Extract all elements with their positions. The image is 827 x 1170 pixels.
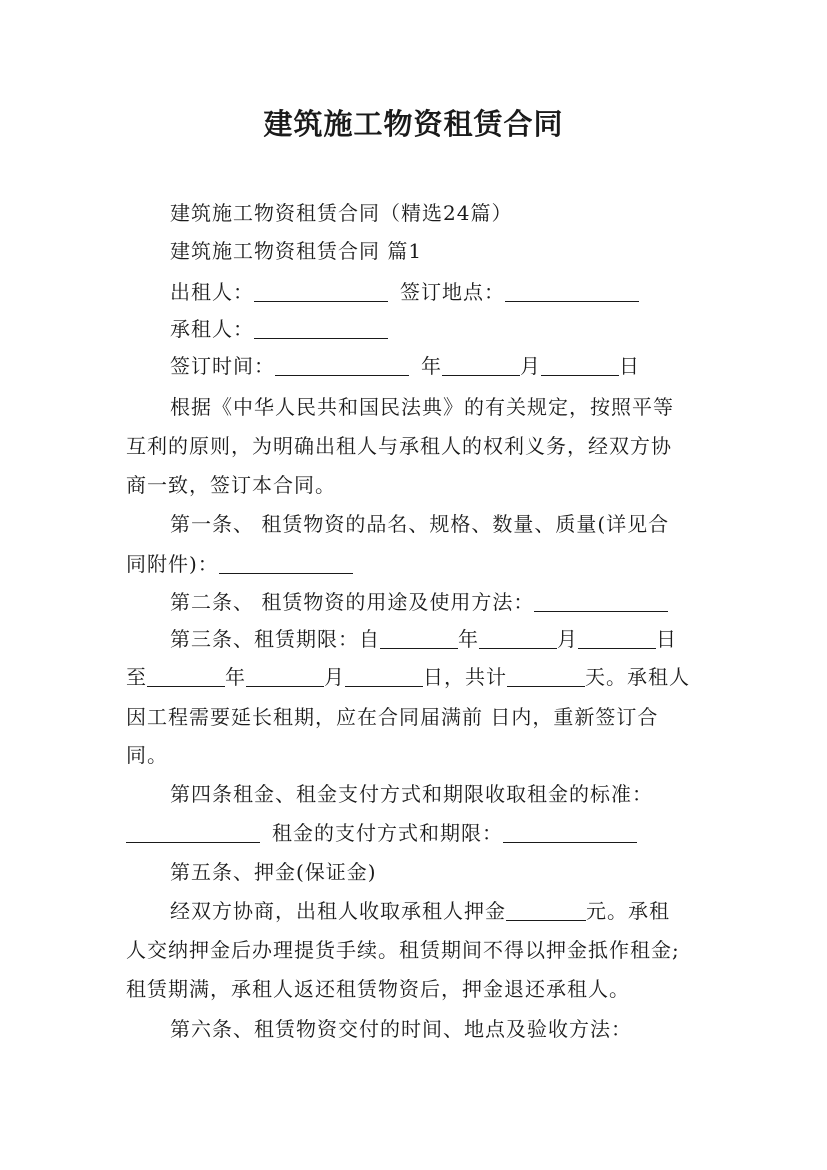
start-day-blank[interactable]	[578, 628, 656, 649]
article-6-line: 第六条、租赁物资交付的时间、地点及验收方法：	[170, 1017, 632, 1041]
article-3-line: 因工程需要延长租期，应在合同届满前 日内，重新签订合	[126, 705, 659, 729]
article-3-line	[170, 626, 748, 652]
article-1-line	[126, 551, 704, 577]
month-label: 月	[557, 627, 578, 651]
article-5-line: 租赁期满，承租人返还租赁物资后，押金退还承租人。	[126, 977, 630, 1001]
year-label: 年	[225, 665, 246, 689]
article-1-blank[interactable]	[219, 553, 353, 574]
document-title: 建筑施工物资租赁合同	[263, 107, 564, 141]
days-label: 天。承租人	[585, 665, 690, 689]
article-4-line: 第四条租金、租金支付方式和期限收取租金的标准：	[170, 782, 653, 806]
month-blank[interactable]	[442, 355, 520, 376]
payment-blank[interactable]	[503, 822, 637, 843]
start-year-blank[interactable]	[380, 628, 458, 649]
lessor-label: 出租人：	[170, 280, 254, 304]
rent-standard-blank[interactable]	[126, 822, 260, 843]
article-5-heading: 第五条、押金(保证金)	[170, 860, 377, 884]
deposit-unit-label: 元。承租	[586, 899, 670, 923]
month-label: 月	[520, 354, 541, 378]
day-label: 日	[619, 354, 640, 378]
lessee-blank[interactable]	[254, 318, 388, 339]
day-blank[interactable]	[541, 355, 619, 376]
deposit-label: 经双方协商，出租人收取承租人押金	[170, 899, 506, 923]
sign-time-label: 签订时间：	[170, 354, 275, 378]
month-label: 月	[324, 665, 345, 689]
total-label: 日，共计	[423, 665, 507, 689]
paragraph-line: 互利的原则，为明确出租人与承租人的权利义务，经双方协	[126, 434, 672, 458]
lessee-label: 承租人：	[170, 317, 254, 341]
article-3-label: 第三条、租赁期限：自	[170, 627, 380, 651]
sign-time-blank[interactable]	[275, 355, 409, 376]
article-5-line	[170, 898, 748, 924]
paragraph-line: 根据《中华人民共和国民法典》的有关规定，按照平等	[170, 395, 674, 419]
end-day-blank[interactable]	[345, 666, 423, 687]
to-label: 至	[126, 665, 147, 689]
sign-place-label: 签订地点：	[400, 280, 505, 304]
payment-label: 租金的支付方式和期限：	[272, 821, 503, 845]
article-1-label: 同附件)：	[126, 552, 219, 576]
article-3-line	[126, 664, 704, 690]
article-2-blank[interactable]	[534, 591, 668, 612]
lessor-line	[170, 279, 748, 305]
article-3-line: 同。	[126, 743, 168, 767]
article-4-line	[126, 820, 704, 846]
end-month-blank[interactable]	[246, 666, 324, 687]
year-label: 年	[458, 627, 479, 651]
lessor-blank[interactable]	[254, 281, 388, 302]
article-2-line	[170, 589, 748, 615]
lessee-line	[170, 316, 748, 342]
sign-place-blank[interactable]	[505, 281, 639, 302]
sign-time-line	[170, 353, 748, 379]
end-year-blank[interactable]	[147, 666, 225, 687]
deposit-blank[interactable]	[506, 900, 586, 921]
subtitle: 建筑施工物资租赁合同（精选24篇）	[170, 201, 513, 225]
section-heading: 建筑施工物资租赁合同 篇1	[170, 239, 423, 263]
day-label: 日	[656, 627, 677, 651]
paragraph-line: 商一致，签订本合同。	[126, 473, 336, 497]
start-month-blank[interactable]	[479, 628, 557, 649]
article-5-line: 人交纳押金后办理提货手续。租赁期间不得以押金抵作租金;	[126, 938, 680, 962]
days-blank[interactable]	[507, 666, 585, 687]
year-label: 年	[421, 354, 442, 378]
article-2-label: 第二条、 租赁物资的用途及使用方法：	[170, 590, 535, 614]
article-1-line: 第一条、 租赁物资的品名、规格、数量、质量(详见合	[170, 512, 670, 536]
